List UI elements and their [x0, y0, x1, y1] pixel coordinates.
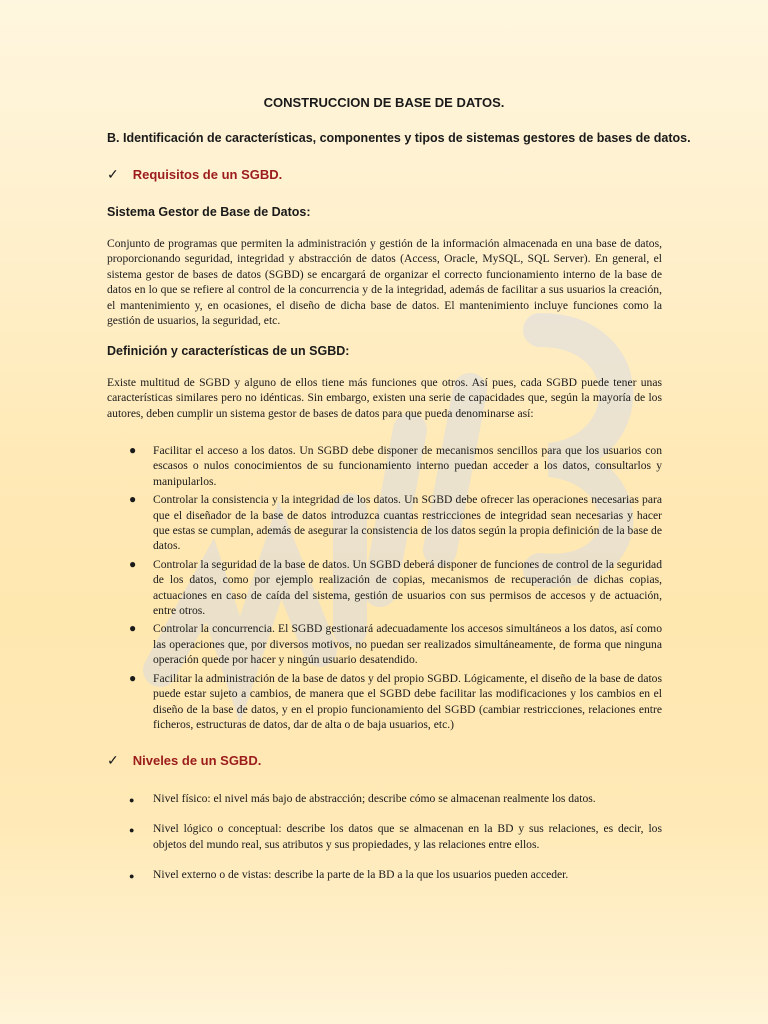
heading-definicion: Definición y características de un SGBD: [107, 344, 350, 358]
document-title: CONSTRUCCION DE BASE DE DATOS. [263, 95, 505, 110]
list-item: ● Controlar la concurrencia. El SGBD gestionará adecuadamente los accesos simultáneos a los datos, así como las operaciones que, por diversos motivos, no puedan ser realizados simultáneamente, de forma que ninguna operación quede por hacer y ningún usuario desatendido. [129, 621, 662, 667]
list-item: ● Facilitar la administración de la base de datos y del propio SGBD. Lógicamente, el diseño de la base de datos puede estar sujeto a cambios, de manera que el SGBD debe facilitar las modificaciones y los cambios en el diseño de la base de datos, y en el propio funcionamiento del SGBD (cambiar restricciones, relaciones entre ficheros, estructuras de datos, dar de alta o de baja usuarios, etc.) [129, 670, 662, 731]
section-niveles-label: Niveles de un SGBD. [132, 753, 262, 768]
document-subtitle: B. Identificación de características, componentes y tipos de sistemas gestores de bases de datos. [107, 131, 691, 145]
list-item: ● Controlar la seguridad de la base de datos. Un SGBD deberá disponer de funciones de control de la seguridad de los datos, como por ejemplo realización de copias, mecanismos de recuperación de dichas copias, actuaciones en caso de caída del sistema, gestión de usuarios con sus permisos de accesos y de actuación, entre otros. [129, 556, 662, 618]
bullet-icon: ● [129, 825, 135, 836]
bullet-icon: ● [129, 670, 137, 685]
list-item: ● Nivel físico: el nivel más bajo de abstracción; describe cómo se almacenan realmente los datos. [107, 791, 662, 806]
levels-list [107, 791, 662, 883]
bullet-icon: ● [129, 621, 137, 636]
bullet-icon: ● [129, 492, 137, 507]
bullet-icon: ● [129, 556, 137, 571]
list-item: ● Nivel lógico o conceptual: describe los datos que se almacenan en la BD y sus relaciones, es decir, los objetos del mundo real, sus atributos y sus propiedades, y las relaciones entre ellos. [129, 822, 662, 851]
section-requisitos-label: Requisitos de un SGBD. [132, 167, 283, 182]
bullet-icon: ● [129, 795, 135, 805]
heading-sistema-gestor: Sistema Gestor de Base de Datos: [107, 205, 311, 219]
paragraph-sistema-gestor: Conjunto de programas que permiten la administración y gestión de la información almacenada en una base de datos, proporcionando seguridad, integridad y abstracción de datos (Access, Oracle, MySQL, SQL Server). En general, el sistema gestor de bases de datos (SGBD) se encargará de organizar el correcto funcionamiento interno de la base de datos en lo que se refiere al control de la concurrencia y de la integridad, además de facilitar a sus usuarios la creación, el mantenimiento y, en ocasiones, el diseño de dicha base de datos. El mantenimiento incluye funciones como la gestión de usuarios, la seguridad, etc. [107, 237, 662, 328]
list-item: ● Facilitar el acceso a los datos. Un SGBD debe disponer de mecanismos sencillos para que los usuarios con escasos o nulos conocimientos de su funcionamiento interno puedan acceder a los datos, consultarlos y manipularlos. [129, 443, 662, 488]
check-icon: ✓ [107, 166, 119, 182]
characteristics-list [107, 443, 662, 732]
list-item: ● Nivel externo o de vistas: describe la parte de la BD a la que los usuarios pueden acceder. [107, 867, 662, 882]
section-niveles [107, 752, 261, 769]
check-icon: ✓ [107, 752, 119, 768]
paragraph-definicion: Existe multitud de SGBD y alguno de ellos tiene más funciones que otros. Así pues, cada SGBD puede tener unas características similares pero no idénticas. Sin embargo, existen una serie de capacidades que, según la mayoría de los autores, deben cumplir un sistema gestor de bases de datos para que pueda denominarse así: [107, 376, 662, 420]
bullet-icon: ● [129, 871, 135, 882]
list-item: ● Controlar la consistencia y la integridad de los datos. Un SGBD debe ofrecer las operaciones necesarias para que el diseñador de la base de datos introduzca cuantas restricciones de integridad sean necesarias y hacer que estas se cumplan, además de asegurar la consistencia de los datos según la propia definición de la base de datos. [129, 492, 662, 553]
section-requisitos [107, 166, 282, 183]
bullet-icon: ● [129, 443, 137, 457]
